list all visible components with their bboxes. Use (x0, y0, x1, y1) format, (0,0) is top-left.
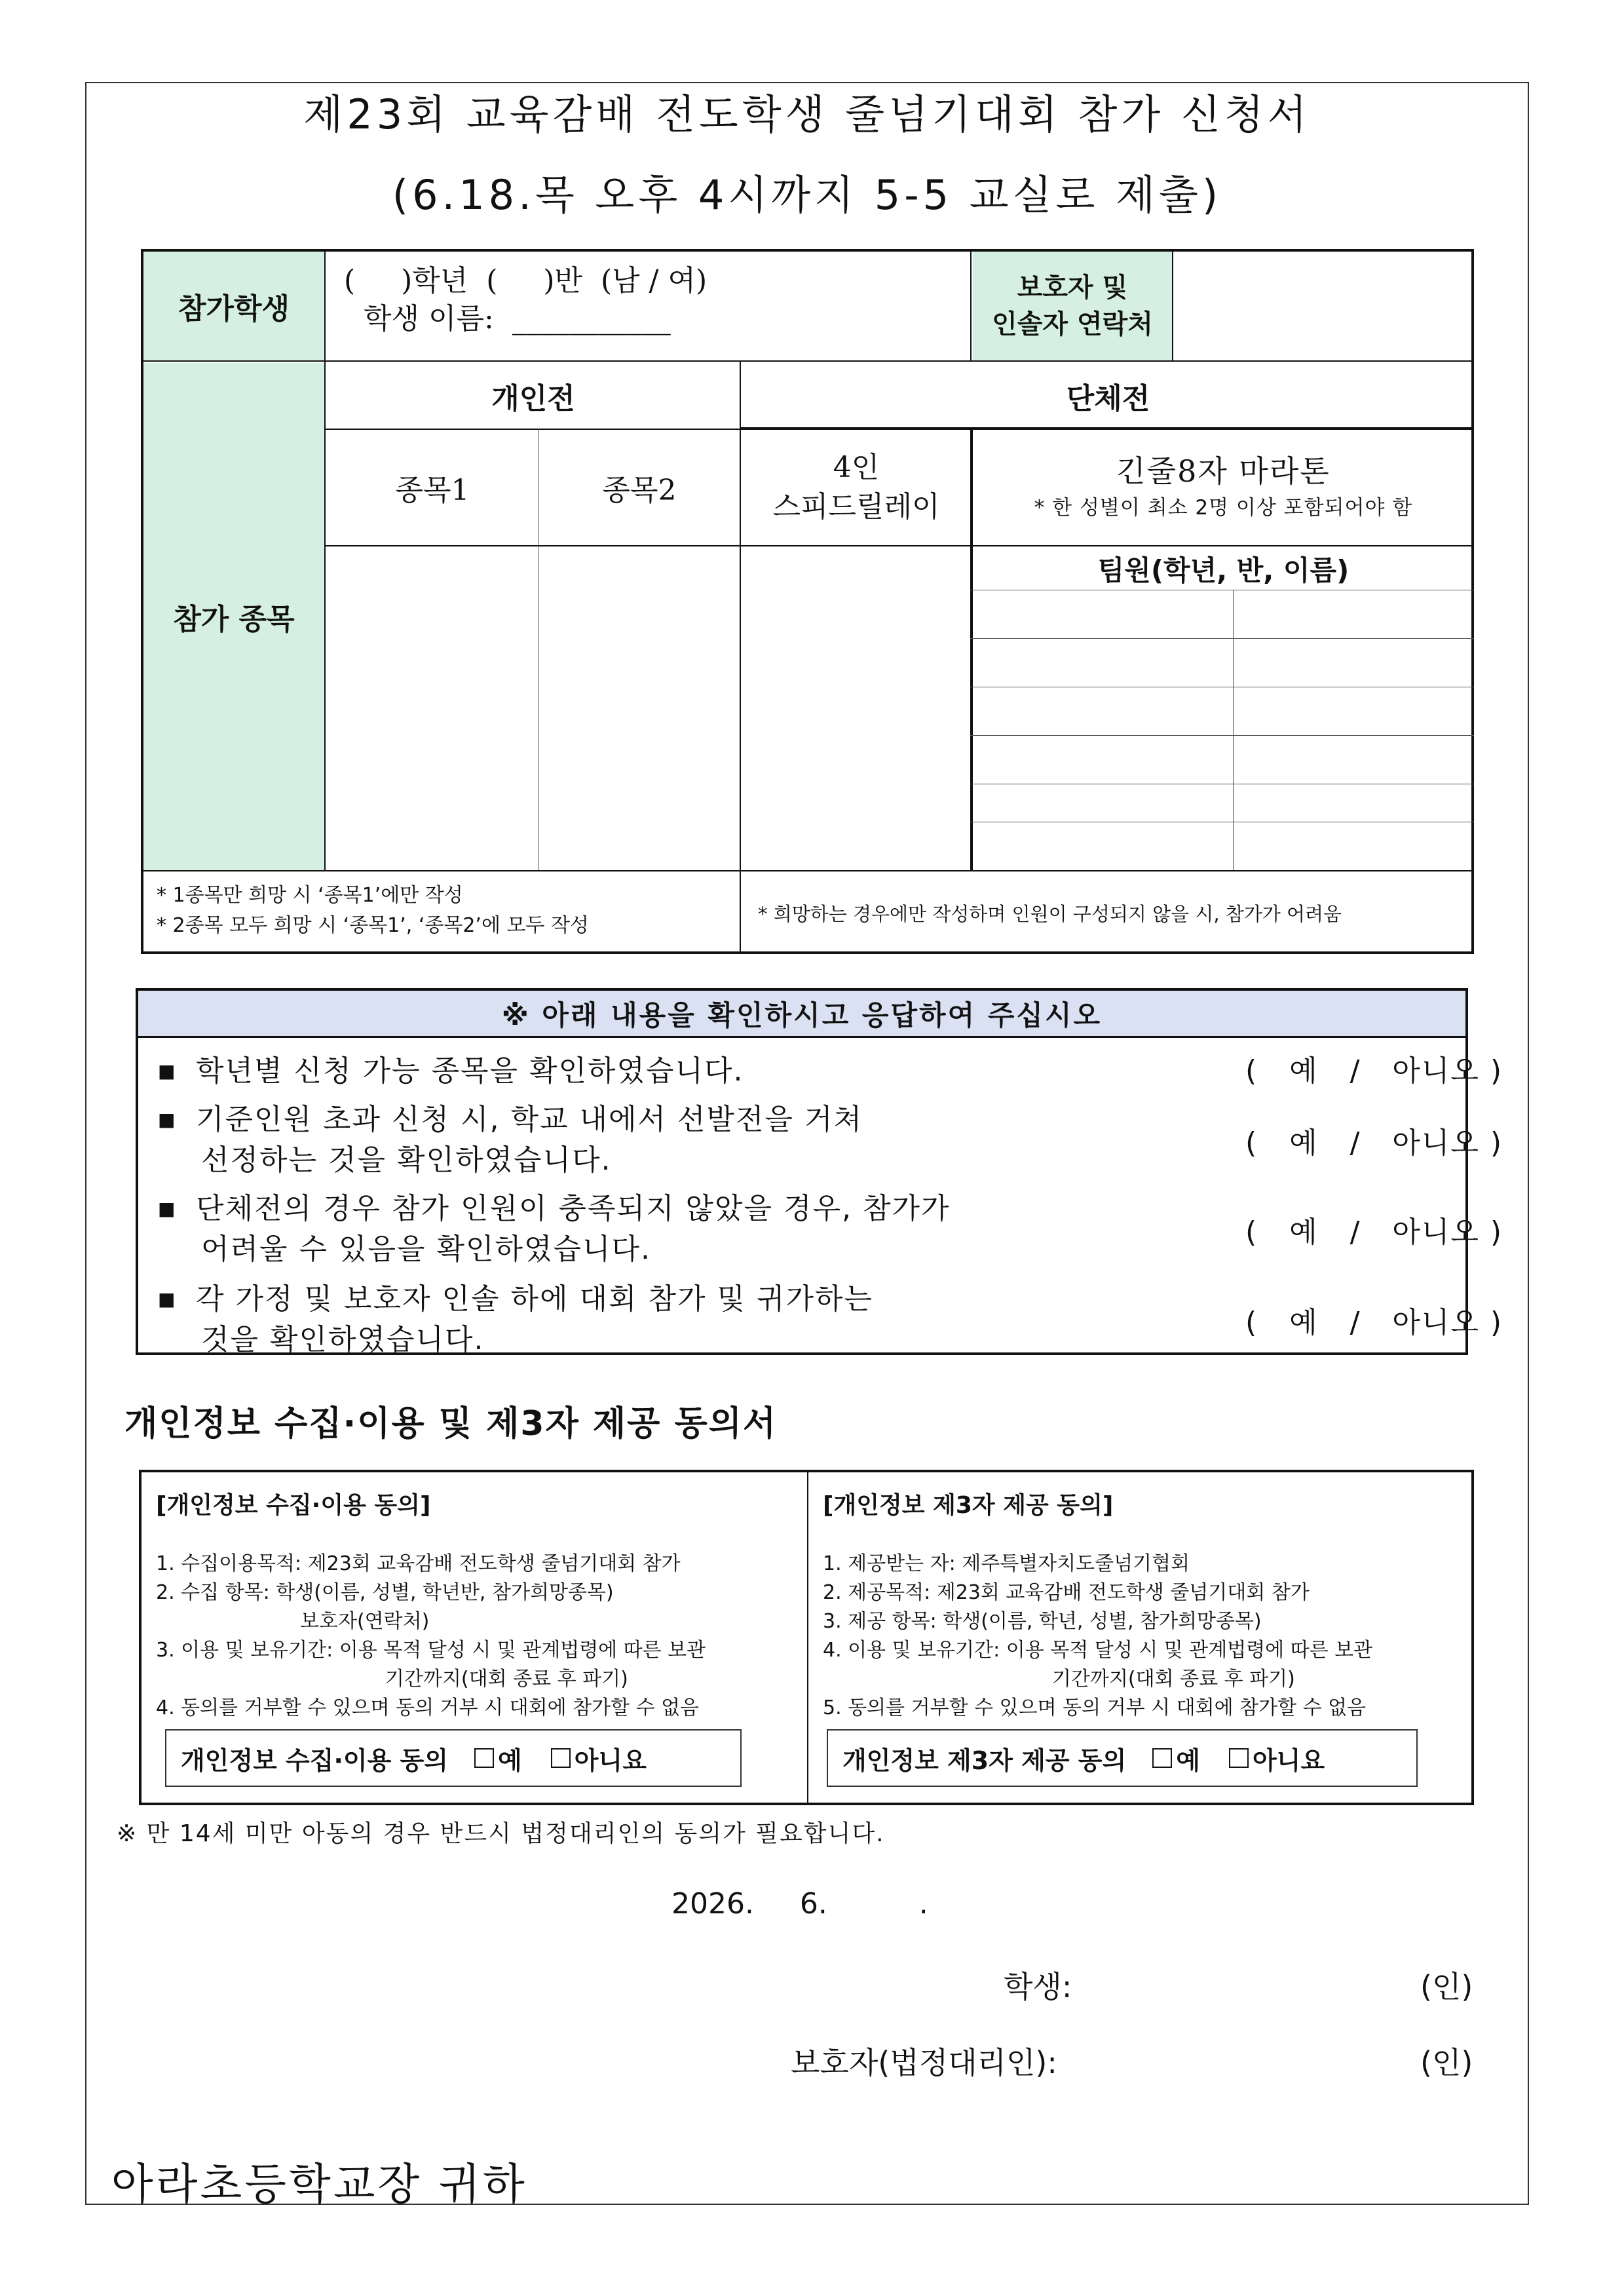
applicant-label: 참가학생 (143, 252, 324, 360)
consent-item: 4. 이용 및 보유기간: 이용 목적 달성 시 및 관계법령에 따른 보관 (823, 1639, 1373, 1662)
form-subtitle: (6.18.목 오후 4시까지 5-5 교실로 제출) (392, 171, 1222, 219)
grid-line (1233, 590, 1234, 871)
bullet-icon: ■ (158, 1109, 176, 1130)
individual-header: 개인전 (491, 382, 575, 415)
addressee: 아라초등학교장 귀하 (111, 2159, 527, 2210)
grid-line (740, 427, 1474, 430)
member-cell[interactable] (1234, 640, 1474, 687)
confirm-text-line1: 단체전의 경우 참가 인원이 충족되지 않았을 경우, 참가가 (196, 1192, 951, 1225)
student-name-field[interactable]: 학생 이름: ___________ (364, 302, 671, 335)
member-cell[interactable] (1234, 688, 1474, 735)
guardian-seal[interactable]: (인) (1420, 2045, 1473, 2080)
marathon-title: 긴줄8자 마라톤 (1116, 453, 1331, 489)
no-option[interactable]: 아니요 (574, 1746, 647, 1775)
consent-item: 5. 동의를 거부할 수 있으며 동의 거부 시 대회에 참가할 수 없음 (823, 1696, 1367, 1719)
grid-line (1172, 252, 1173, 360)
confirm-text (196, 1189, 1048, 1270)
event2-header: 종목2 (602, 474, 677, 507)
member-cell[interactable] (973, 737, 1233, 784)
yes-no-answer[interactable]: ( 예 / 아니오 ) (1245, 1306, 1503, 1339)
consent-box (139, 1470, 1474, 1805)
relay-header (742, 430, 970, 545)
third-party-consent-items (823, 1550, 1465, 1723)
grid-line (970, 735, 1474, 736)
confirm-text-line1: 학년별 신청 가능 종목을 확인하였습니다. (196, 1054, 744, 1088)
relay-line2: 스피드릴레이 (772, 490, 940, 524)
checkbox-icon[interactable] (551, 1748, 571, 1768)
consent-item: 1. 제공받는 자: 제주특별자치도줄넘기협회 (823, 1552, 1190, 1575)
confirm-item (158, 1100, 1503, 1183)
member-cell[interactable] (973, 785, 1233, 822)
consent-item: 보호자(연락처) (300, 1610, 430, 1633)
confirm-text-line1: 각 가정 및 보호자 인솔 하에 대회 참가 및 귀가하는 (196, 1282, 873, 1316)
yes-no-answer[interactable]: ( 예 / 아니오 ) (1245, 1215, 1503, 1249)
member-cell[interactable] (973, 640, 1233, 687)
confirm-text (196, 1051, 1048, 1092)
third-party-agree-row (827, 1729, 1418, 1787)
confirm-text-line2: 것을 확인하였습니다. (201, 1323, 485, 1356)
collection-agree-row (165, 1729, 742, 1787)
individual-note-line1: * 1종목만 희망 시 ‘종목1’에만 작성 (157, 884, 463, 907)
grid-line (324, 545, 1474, 546)
confirm-item (158, 1189, 1503, 1272)
collection-agree-label: 개인정보 수집·이용 동의 (181, 1746, 448, 1775)
student-seal[interactable]: (인) (1420, 1969, 1473, 2004)
confirm-item (158, 1051, 1503, 1097)
checkbox-icon[interactable] (1229, 1748, 1249, 1768)
grid-line (970, 427, 973, 871)
confirm-text-line2: 어려울 수 있음을 확인하였습니다. (201, 1233, 651, 1266)
event1-header: 종목1 (395, 474, 470, 507)
checkbox-icon[interactable] (474, 1748, 494, 1768)
event1-entry[interactable] (327, 548, 538, 869)
third-party-consent (808, 1472, 1471, 1803)
student-signature-label: 학생: (1004, 1969, 1072, 2004)
date-field[interactable]: 2026. 6. . (671, 1887, 928, 1921)
confirm-text-line2: 선정하는 것을 확인하였습니다. (201, 1143, 612, 1177)
third-party-agree-label: 개인정보 제3자 제공 동의 (842, 1746, 1127, 1775)
contact-label-line1: 보호자 및 (1017, 273, 1128, 303)
grade-class-field[interactable]: ( )학년 ( )반 (남 / 여) (344, 264, 708, 297)
member-cell[interactable] (1234, 823, 1474, 869)
grid-line (143, 870, 1474, 871)
events-label: 참가 종목 (143, 363, 324, 870)
applicant-info[interactable] (327, 252, 982, 360)
contact-label-line2: 인솔자 연락처 (992, 309, 1153, 339)
third-party-consent-header: [개인정보 제3자 제공 동의] (823, 1492, 1114, 1519)
checkbox-icon[interactable] (1152, 1748, 1172, 1768)
consent-item: 3. 제공 항목: 학생(이름, 학년, 성별, 참가희망종목) (823, 1610, 1262, 1633)
application-table (141, 249, 1474, 954)
consent-item: 4. 동의를 거부할 수 있으며 동의 거부 시 대회에 참가할 수 없음 (156, 1696, 700, 1719)
collection-consent-header: [개인정보 수집·이용 동의] (156, 1492, 431, 1519)
yes-no-answer[interactable]: ( 예 / 아니오 ) (1245, 1126, 1503, 1160)
marathon-note: * 한 성별이 최소 2명 이상 포함되어야 함 (1034, 496, 1413, 520)
bullet-icon: ■ (158, 1198, 176, 1219)
member-cell[interactable] (973, 591, 1233, 638)
member-cell[interactable] (973, 688, 1233, 735)
bullet-icon: ■ (158, 1060, 176, 1082)
consent-title: 개인정보 수집·이용 및 제3자 제공 동의서 (124, 1404, 778, 1444)
member-cell[interactable] (1234, 785, 1474, 822)
yes-option[interactable]: 예 (1176, 1746, 1200, 1775)
confirm-text (196, 1279, 1048, 1360)
bullet-icon: ■ (158, 1288, 176, 1310)
yes-option[interactable]: 예 (497, 1746, 522, 1775)
consent-item: 기간까지(대회 종료 후 파기) (1052, 1668, 1295, 1691)
contact-label (973, 252, 1172, 360)
individual-note-line2: * 2종목 모두 희망 시 ‘종목1’, ‘종목2’에 모두 작성 (157, 914, 589, 937)
consent-item: 2. 수집 항목: 학생(이름, 성별, 학년반, 참가희망종목) (156, 1581, 614, 1604)
grid-line (740, 360, 741, 954)
contact-input[interactable] (1175, 252, 1474, 360)
confirm-text (196, 1100, 1048, 1181)
guardian-notice: ※ 만 14세 미만 아동의 경우 반드시 법정대리인의 동의가 필요합니다. (117, 1820, 885, 1847)
confirm-item (158, 1279, 1503, 1363)
confirmation-header: ※ 아래 내용을 확인하시고 응답하여 주십시오 (138, 991, 1465, 1038)
grid-line (970, 252, 972, 360)
team-note: * 희망하는 경우에만 작성하며 인원이 구성되지 않을 시, 참가가 어려움 (758, 902, 1342, 925)
team-header: 단체전 (1066, 382, 1150, 415)
no-option[interactable]: 아니요 (1252, 1746, 1325, 1775)
collection-consent-items (156, 1550, 798, 1723)
relay-line1: 4인 (833, 451, 880, 484)
marathon-header (973, 430, 1474, 545)
grid-line (324, 429, 740, 430)
member-cell[interactable] (1234, 737, 1474, 784)
consent-item: 2. 제공목적: 제23회 교육감배 전도학생 줄넘기대회 참가 (823, 1581, 1310, 1604)
members-header: 팀원(학년, 반, 이름) (1097, 554, 1350, 586)
form-title: 제23회 교육감배 전도학생 줄넘기대회 참가 신청서 (303, 90, 1311, 138)
guardian-signature-label: 보호자(법정대리인): (791, 2045, 1057, 2080)
relay-entry[interactable] (742, 548, 970, 869)
member-cell[interactable] (1234, 591, 1474, 638)
grid-line (143, 360, 1474, 362)
confirm-text-line1: 기준인원 초과 신청 시, 학교 내에서 선발전을 거쳐 (196, 1103, 863, 1136)
member-cell[interactable] (973, 823, 1233, 869)
event2-entry[interactable] (539, 548, 740, 869)
grid-line (324, 252, 326, 871)
consent-item: 기간까지(대회 종료 후 파기) (385, 1668, 628, 1691)
collection-consent (142, 1472, 807, 1803)
consent-item: 3. 이용 및 보유기간: 이용 목적 달성 시 및 관계법령에 따른 보관 (156, 1639, 706, 1662)
consent-item: 1. 수집이용목적: 제23회 교육감배 전도학생 줄넘기대회 참가 (156, 1552, 681, 1575)
confirmation-box (136, 988, 1503, 1356)
yes-no-answer[interactable]: ( 예 / 아니오 ) (1245, 1054, 1503, 1088)
grid-line (970, 638, 1474, 639)
individual-note (143, 871, 740, 954)
